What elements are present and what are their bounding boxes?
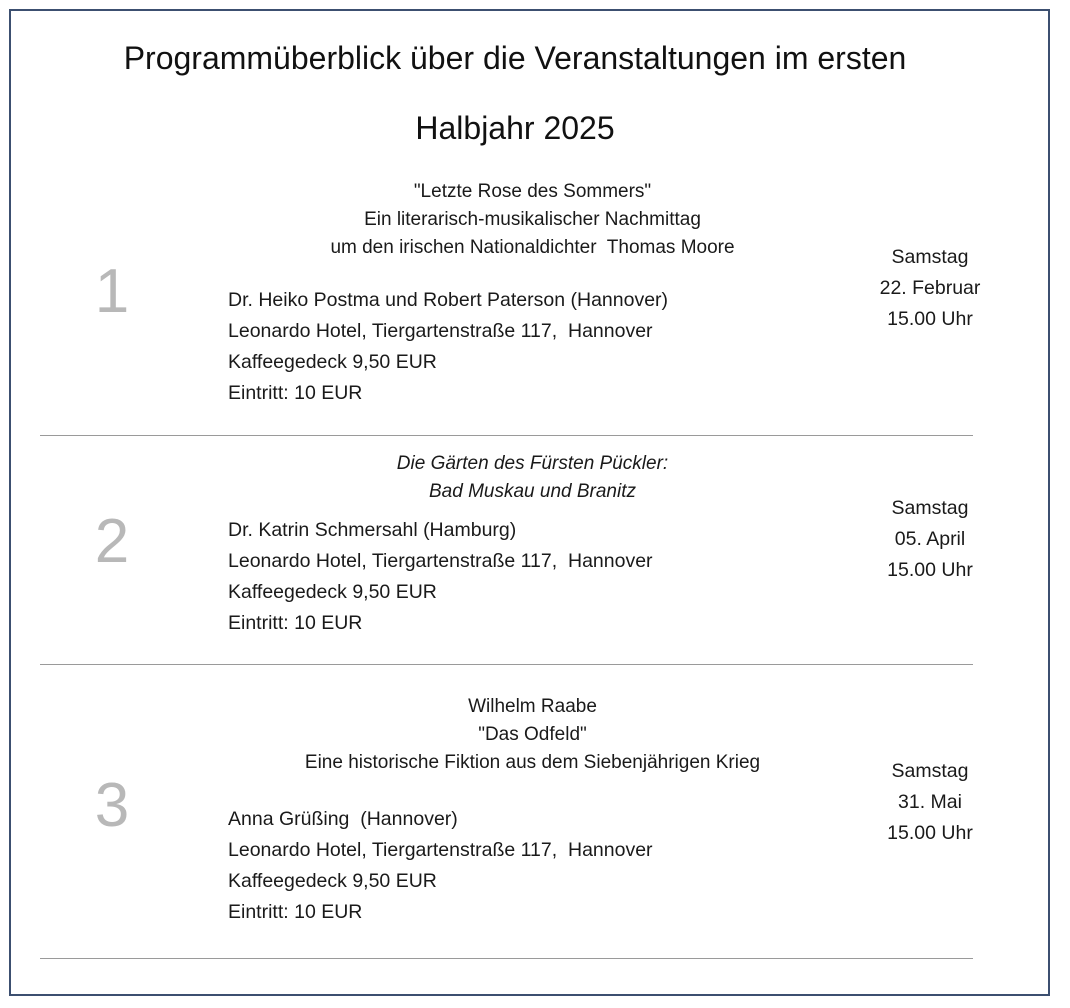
event-heading-line: um den irischen Nationaldichter Thomas Moore — [330, 237, 735, 258]
event-time: 15.00 Uhr — [887, 559, 973, 581]
page-title-line-1: Programmüberblick über die Veranstaltungen im ersten — [123, 40, 907, 76]
separator-line — [40, 435, 973, 436]
event-heading-line: "Letzte Rose des Sommers" — [413, 181, 652, 202]
event-speaker: Dr. Katrin Schmersahl (Hamburg) — [228, 519, 517, 541]
event-venue: Leonardo Hotel, Tiergartenstraße 117, Hannover — [228, 550, 653, 572]
event-date-block — [860, 756, 1000, 849]
event-day: Samstag — [891, 497, 969, 519]
event-venue: Leonardo Hotel, Tiergartenstraße 117, Hannover — [228, 839, 653, 861]
event-date: 31. Mai — [898, 791, 962, 813]
event-number: 3 — [94, 771, 130, 840]
event-date: 05. April — [894, 528, 966, 550]
event-catering: Kaffeegedeck 9,50 EUR — [228, 870, 437, 892]
event-admission: Eintritt: 10 EUR — [228, 612, 363, 634]
event-date: 22. Februar — [879, 277, 981, 299]
event-heading-line: Eine historische Fiktion aus dem Siebenjährigen Krieg — [304, 752, 761, 773]
event-heading — [200, 178, 865, 262]
event-speaker: Anna Grüßing (Hannover) — [228, 808, 458, 830]
event-heading-line: Wilhelm Raabe — [468, 696, 597, 717]
event-details — [228, 285, 668, 409]
event-day: Samstag — [891, 760, 969, 782]
event-time: 15.00 Uhr — [887, 308, 973, 330]
separator-line — [40, 664, 973, 665]
separator-line — [40, 958, 973, 959]
page-title-line-2: Halbjahr 2025 — [415, 110, 615, 146]
event-details — [228, 804, 653, 928]
event-catering: Kaffeegedeck 9,50 EUR — [228, 351, 437, 373]
event-time: 15.00 Uhr — [887, 822, 973, 844]
event-number: 1 — [94, 257, 130, 326]
event-heading-line: Ein literarisch-musikalischer Nachmittag — [364, 209, 701, 230]
event-heading-line: Die Gärten des Fürsten Pückler: — [396, 453, 669, 474]
event-venue: Leonardo Hotel, Tiergartenstraße 117, Hannover — [228, 320, 653, 342]
event-admission: Eintritt: 10 EUR — [228, 382, 363, 404]
event-date-block — [860, 493, 1000, 586]
event-heading-line: "Das Odfeld" — [478, 724, 587, 745]
event-date-block — [860, 242, 1000, 335]
event-admission: Eintritt: 10 EUR — [228, 901, 363, 923]
event-heading — [200, 693, 865, 777]
event-number: 2 — [94, 507, 130, 576]
event-speaker: Dr. Heiko Postma und Robert Paterson (Hannover) — [228, 289, 669, 311]
event-details — [228, 515, 653, 639]
event-catering: Kaffeegedeck 9,50 EUR — [228, 581, 437, 603]
event-heading — [200, 450, 865, 506]
event-heading-line: Bad Muskau und Branitz — [428, 481, 636, 502]
event-day: Samstag — [891, 246, 969, 268]
